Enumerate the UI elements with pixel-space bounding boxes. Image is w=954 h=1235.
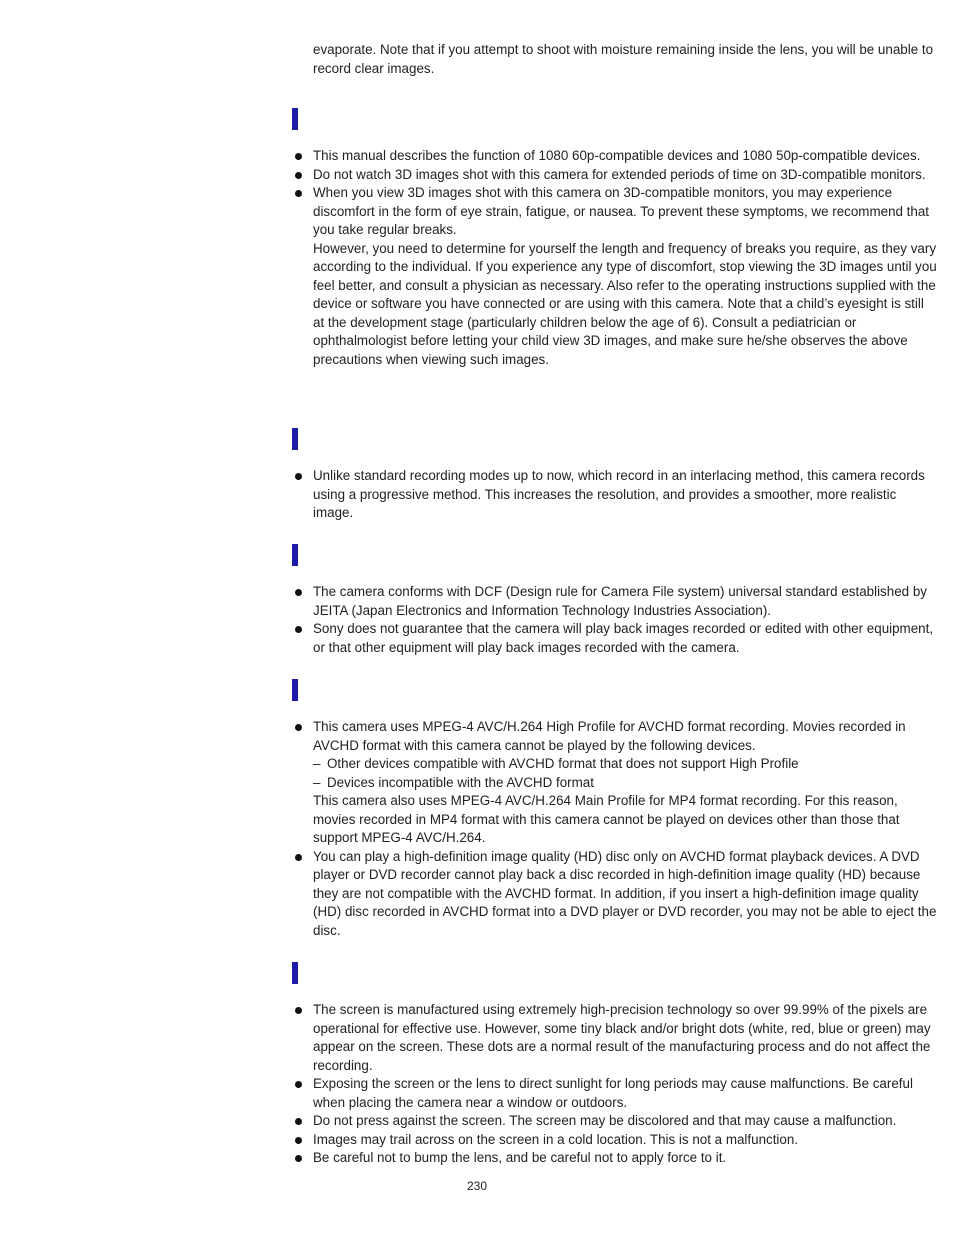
bullet-dot-icon (295, 473, 302, 480)
section-heading-marker (292, 679, 298, 701)
section-3d-images (292, 108, 938, 369)
list-item (292, 147, 938, 166)
sub-list-item (313, 755, 938, 774)
list-item (292, 1112, 938, 1131)
sub-list-item-text: Other devices compatible with AVCHD format that does not support High Profile (327, 756, 799, 771)
bullet-dot-icon (295, 1155, 302, 1162)
list-item (292, 1131, 938, 1150)
list-item-continuation: However, you need to determine for yourself the length and frequency of breaks you require, as they vary according to the individual. If you experience any type of discomfort, stop viewing the 3D images until you feel better, and consult a physician as necessary. Also refer to the operating instructions supplied with the device or software you have connected or are using with this camera. Note that a child’s eyesight is still at the development stage (particularly children below the age of 6). Consult a pediatrician or ophthalmologist before letting your child view 3D images, and make sure he/she observes the above precautions when viewing such images. (313, 240, 937, 367)
list-item-text: Be careful not to bump the lens, and be careful not to apply force to it. (313, 1150, 727, 1165)
bullet-dot-icon (295, 854, 302, 861)
sub-list-item-text: Devices incompatible with the AVCHD format (327, 774, 594, 790)
list-item-text: When you view 3D images shot with this camera on 3D-compatible monitors, you may experience discomfort in the form of eye strain, fatigue, or nausea. To prevent these symptoms, we recommend that you take regular breaks. (313, 185, 930, 237)
bullet-dot-icon (295, 1137, 302, 1144)
bullet-dot-icon (295, 589, 302, 596)
bullet-dot-icon (295, 153, 302, 160)
bullet-dot-icon (295, 1081, 302, 1088)
list-item (292, 583, 938, 620)
list-item-text: You can play a high-definition image quality (HD) disc only on AVCHD format playback devices. A DVD player or DVD recorder cannot play back a disc recorded in high-definition image quality (HD) because they are not compatible with the AVCHD format. In addition, if you insert a high-definition image quality (HD) disc recorded in AVCHD format into a DVD player or DVD recorder, you may not be able to eject the disc. (313, 848, 937, 938)
list-item-text: The camera conforms with DCF (Design rule for Camera File system) universal standard established by JEITA (Japan Electronics and Information Technology Industries Association). (313, 584, 927, 618)
list-item (292, 184, 938, 369)
section-heading-marker (292, 962, 298, 984)
list-item (292, 620, 938, 657)
section-heading-marker (292, 428, 298, 450)
bullet-dot-icon (295, 626, 302, 633)
section-heading-marker (292, 544, 298, 566)
list-item (292, 166, 938, 185)
bullet-dot-icon (295, 190, 302, 197)
list-item-continuation: This camera also uses MPEG-4 AVC/H.264 Main Profile for MP4 format recording. For this reason, movies recorded in MP4 format with this camera cannot be played on devices other than those that support MPEG-4 AVC/H.264. (313, 793, 900, 845)
list-item-text: Images may trail across on the screen in a cold location. This is not a malfunction. (313, 1131, 799, 1147)
list-item (292, 718, 938, 848)
bullet-list (292, 1001, 938, 1168)
list-item (292, 1149, 938, 1168)
list-item-text: Sony does not guarantee that the camera will play back images recorded or edited with other equipment, or that other equipment will play back images recorded with the camera. (313, 621, 934, 655)
section-avchd-format (292, 679, 938, 940)
bullet-list (292, 467, 938, 523)
dash-icon: – (313, 774, 321, 790)
list-item-text: This manual describes the function of 1080 60p-compatible devices and 1080 50p-compatible devices. (313, 148, 921, 163)
list-item (292, 467, 938, 523)
sub-list-item (313, 774, 938, 793)
list-item-text: Do not watch 3D images shot with this camera for extended periods of time on 3D-compatible monitors. (313, 166, 926, 182)
bullet-dot-icon (295, 172, 302, 179)
bullet-list (292, 718, 938, 940)
section-screen-and-lens (292, 962, 938, 1168)
section-heading-marker (292, 108, 298, 130)
bullet-list (292, 583, 938, 657)
list-item-text: Unlike standard recording modes up to now, which record in an interlacing method, this camera records using a progressive method. This increases the resolution, and provides a smoother, more realistic image. (313, 468, 925, 520)
list-item (292, 848, 938, 941)
section-progressive-recording (292, 428, 938, 523)
list-item-text: The screen is manufactured using extremely high-precision technology so over 99.99% of the pixels are operational for effective use. However, some tiny black and/or bright dots (white, red, blue or green) may appear on the screen. These dots are a normal result of the manufacturing process and do not affect the recording. (313, 1002, 931, 1073)
list-item-text: Do not press against the screen. The screen may be discolored and that may cause a malfunction. (313, 1113, 897, 1128)
intro-paragraph: evaporate. Note that if you attempt to shoot with moisture remaining inside the lens, you will be unable to record clear images. (313, 42, 934, 76)
list-item (292, 1075, 938, 1112)
bullet-list (292, 147, 938, 369)
dash-icon: – (313, 756, 321, 771)
list-item (292, 1001, 938, 1075)
section-dcf-standard (292, 544, 938, 657)
list-item-text: This camera uses MPEG-4 AVC/H.264 High Profile for AVCHD format recording. Movies recorded in AVCHD format with this camera cannot be played by the following devices. (313, 719, 906, 753)
bullet-dot-icon (295, 1118, 302, 1125)
page-number: 230 (466, 1179, 488, 1193)
bullet-dot-icon (295, 1007, 302, 1014)
bullet-dot-icon (295, 724, 302, 731)
list-item-text: Exposing the screen or the lens to direct sunlight for long periods may cause malfunctions. Be careful when placing the camera near a window or outdoors. (313, 1076, 913, 1110)
